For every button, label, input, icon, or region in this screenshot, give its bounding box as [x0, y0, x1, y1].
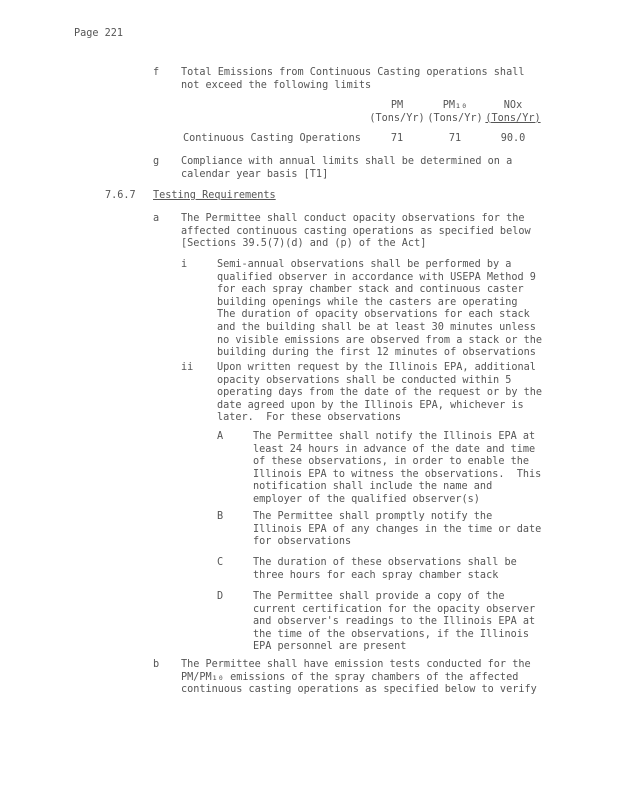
item-C-label: C: [217, 557, 224, 568]
text-line: date agreed upon by the Illinois EPA, whichever is: [217, 399, 524, 411]
text-line: calendar year basis [T1]: [181, 168, 329, 180]
text-line: qualified observer in accordance with USEPA Method 9: [217, 271, 536, 283]
emissions-table: [183, 100, 542, 146]
text-line: of these observations, in order to enable the: [253, 456, 530, 468]
item-i-text: [217, 259, 542, 360]
text-line: least 24 hours in advance of the date and time: [253, 443, 536, 455]
text-line: notification shall include the name and: [253, 481, 493, 493]
text-line: Total Emissions from Continuous Casting operations shall: [181, 67, 525, 78]
cell-pm: 71: [390, 133, 404, 145]
text-line: Illinois EPA of any changes in the time or date: [253, 523, 542, 535]
item-g-label: g: [153, 156, 160, 167]
text-line: The duration of these observations shall be: [253, 557, 517, 568]
section-title: Testing Requirements: [153, 190, 276, 201]
text-line: for each spray chamber stack and continuous caster: [217, 284, 524, 296]
item-ii-label: ii: [181, 362, 194, 373]
text-line: Upon written request by the Illinois EPA, additional: [217, 362, 536, 373]
text-line: no visible emissions are observed from a stack or the: [217, 334, 543, 346]
text-line: and the building shall be at least 30 minutes unless: [217, 321, 536, 333]
text-line: [Sections 39.5(7)(d) and (p) of the Act]: [181, 238, 427, 250]
col-unit-pm10: (Tons/Yr): [427, 112, 483, 124]
text-line: current certification for the opacity observer: [253, 603, 536, 615]
text-line: The duration of opacity observations for each stack: [217, 309, 530, 321]
item-A-label: A: [217, 431, 224, 442]
col-header-pm: PM: [390, 100, 404, 111]
item-a-text: [181, 213, 531, 251]
text-line: EPA personnel are present: [253, 641, 407, 653]
item-g-text: [181, 156, 512, 181]
text-line: continuous casting operations as specified below to verify: [181, 684, 537, 696]
item-B-text: [253, 511, 541, 549]
col-unit-nox: (Tons/Yr): [485, 112, 541, 124]
text-line: The Permittee shall notify the Illinois EPA at: [253, 431, 536, 442]
text-line: The Permittee shall have emission tests conducted for the: [181, 659, 531, 670]
cell-pm10: 71: [448, 133, 462, 145]
text-line: Illinois EPA to witness the observations. This: [253, 468, 542, 480]
text-line: The Permittee shall promptly notify the: [253, 511, 493, 522]
text-line: three hours for each spray chamber stack: [253, 569, 499, 581]
text-line: building during the first 12 minutes of observations: [217, 347, 536, 359]
page-number: Page 221: [74, 28, 124, 39]
text-line: not exceed the following limits: [181, 79, 372, 91]
text-line: PM/PM₁₀ emissions of the spray chambers of the affected: [181, 671, 519, 683]
item-D-label: D: [217, 591, 224, 602]
text-line: employer of the qualified observer(s): [253, 493, 480, 505]
cell-nox: 90.0: [500, 133, 526, 145]
text-line: opacity observations shall be conducted within 5: [217, 374, 512, 386]
item-b-text: [181, 659, 537, 697]
section-number: 7.6.7: [105, 190, 136, 201]
item-f-label: f: [153, 67, 160, 78]
item-C-text: [253, 557, 517, 582]
text-line: Compliance with annual limits shall be determined on a: [181, 156, 513, 167]
text-line: building openings while the casters are operating: [217, 296, 518, 308]
col-header-pm10: PM₁₀: [442, 100, 468, 111]
row-label: Continuous Casting Operations: [183, 133, 361, 145]
item-A-text: [253, 431, 541, 507]
item-f-text: [181, 67, 524, 92]
text-line: The Permittee shall provide a copy of the: [253, 591, 505, 602]
text-line: The Permittee shall conduct opacity observations for the: [181, 213, 525, 224]
col-unit-pm: (Tons/Yr): [369, 112, 425, 124]
text-line: and observer's readings to the Illinois EPA at: [253, 616, 536, 628]
col-header-nox: NOx: [503, 100, 523, 111]
item-b-label: b: [153, 659, 160, 670]
text-line: for observations: [253, 536, 352, 548]
item-ii-text: [217, 362, 542, 425]
text-line: operating days from the date of the request or by the: [217, 387, 543, 399]
text-line: later. For these observations: [217, 412, 402, 424]
text-line: Semi-annual observations shall be performed by a: [217, 259, 512, 270]
item-i-label: i: [181, 259, 188, 270]
item-B-label: B: [217, 511, 224, 522]
item-a-label: a: [153, 213, 160, 224]
item-D-text: [253, 591, 535, 654]
text-line: affected continuous casting operations as specified below: [181, 225, 531, 237]
text-line: the time of the observations, if the Illinois: [253, 628, 530, 640]
